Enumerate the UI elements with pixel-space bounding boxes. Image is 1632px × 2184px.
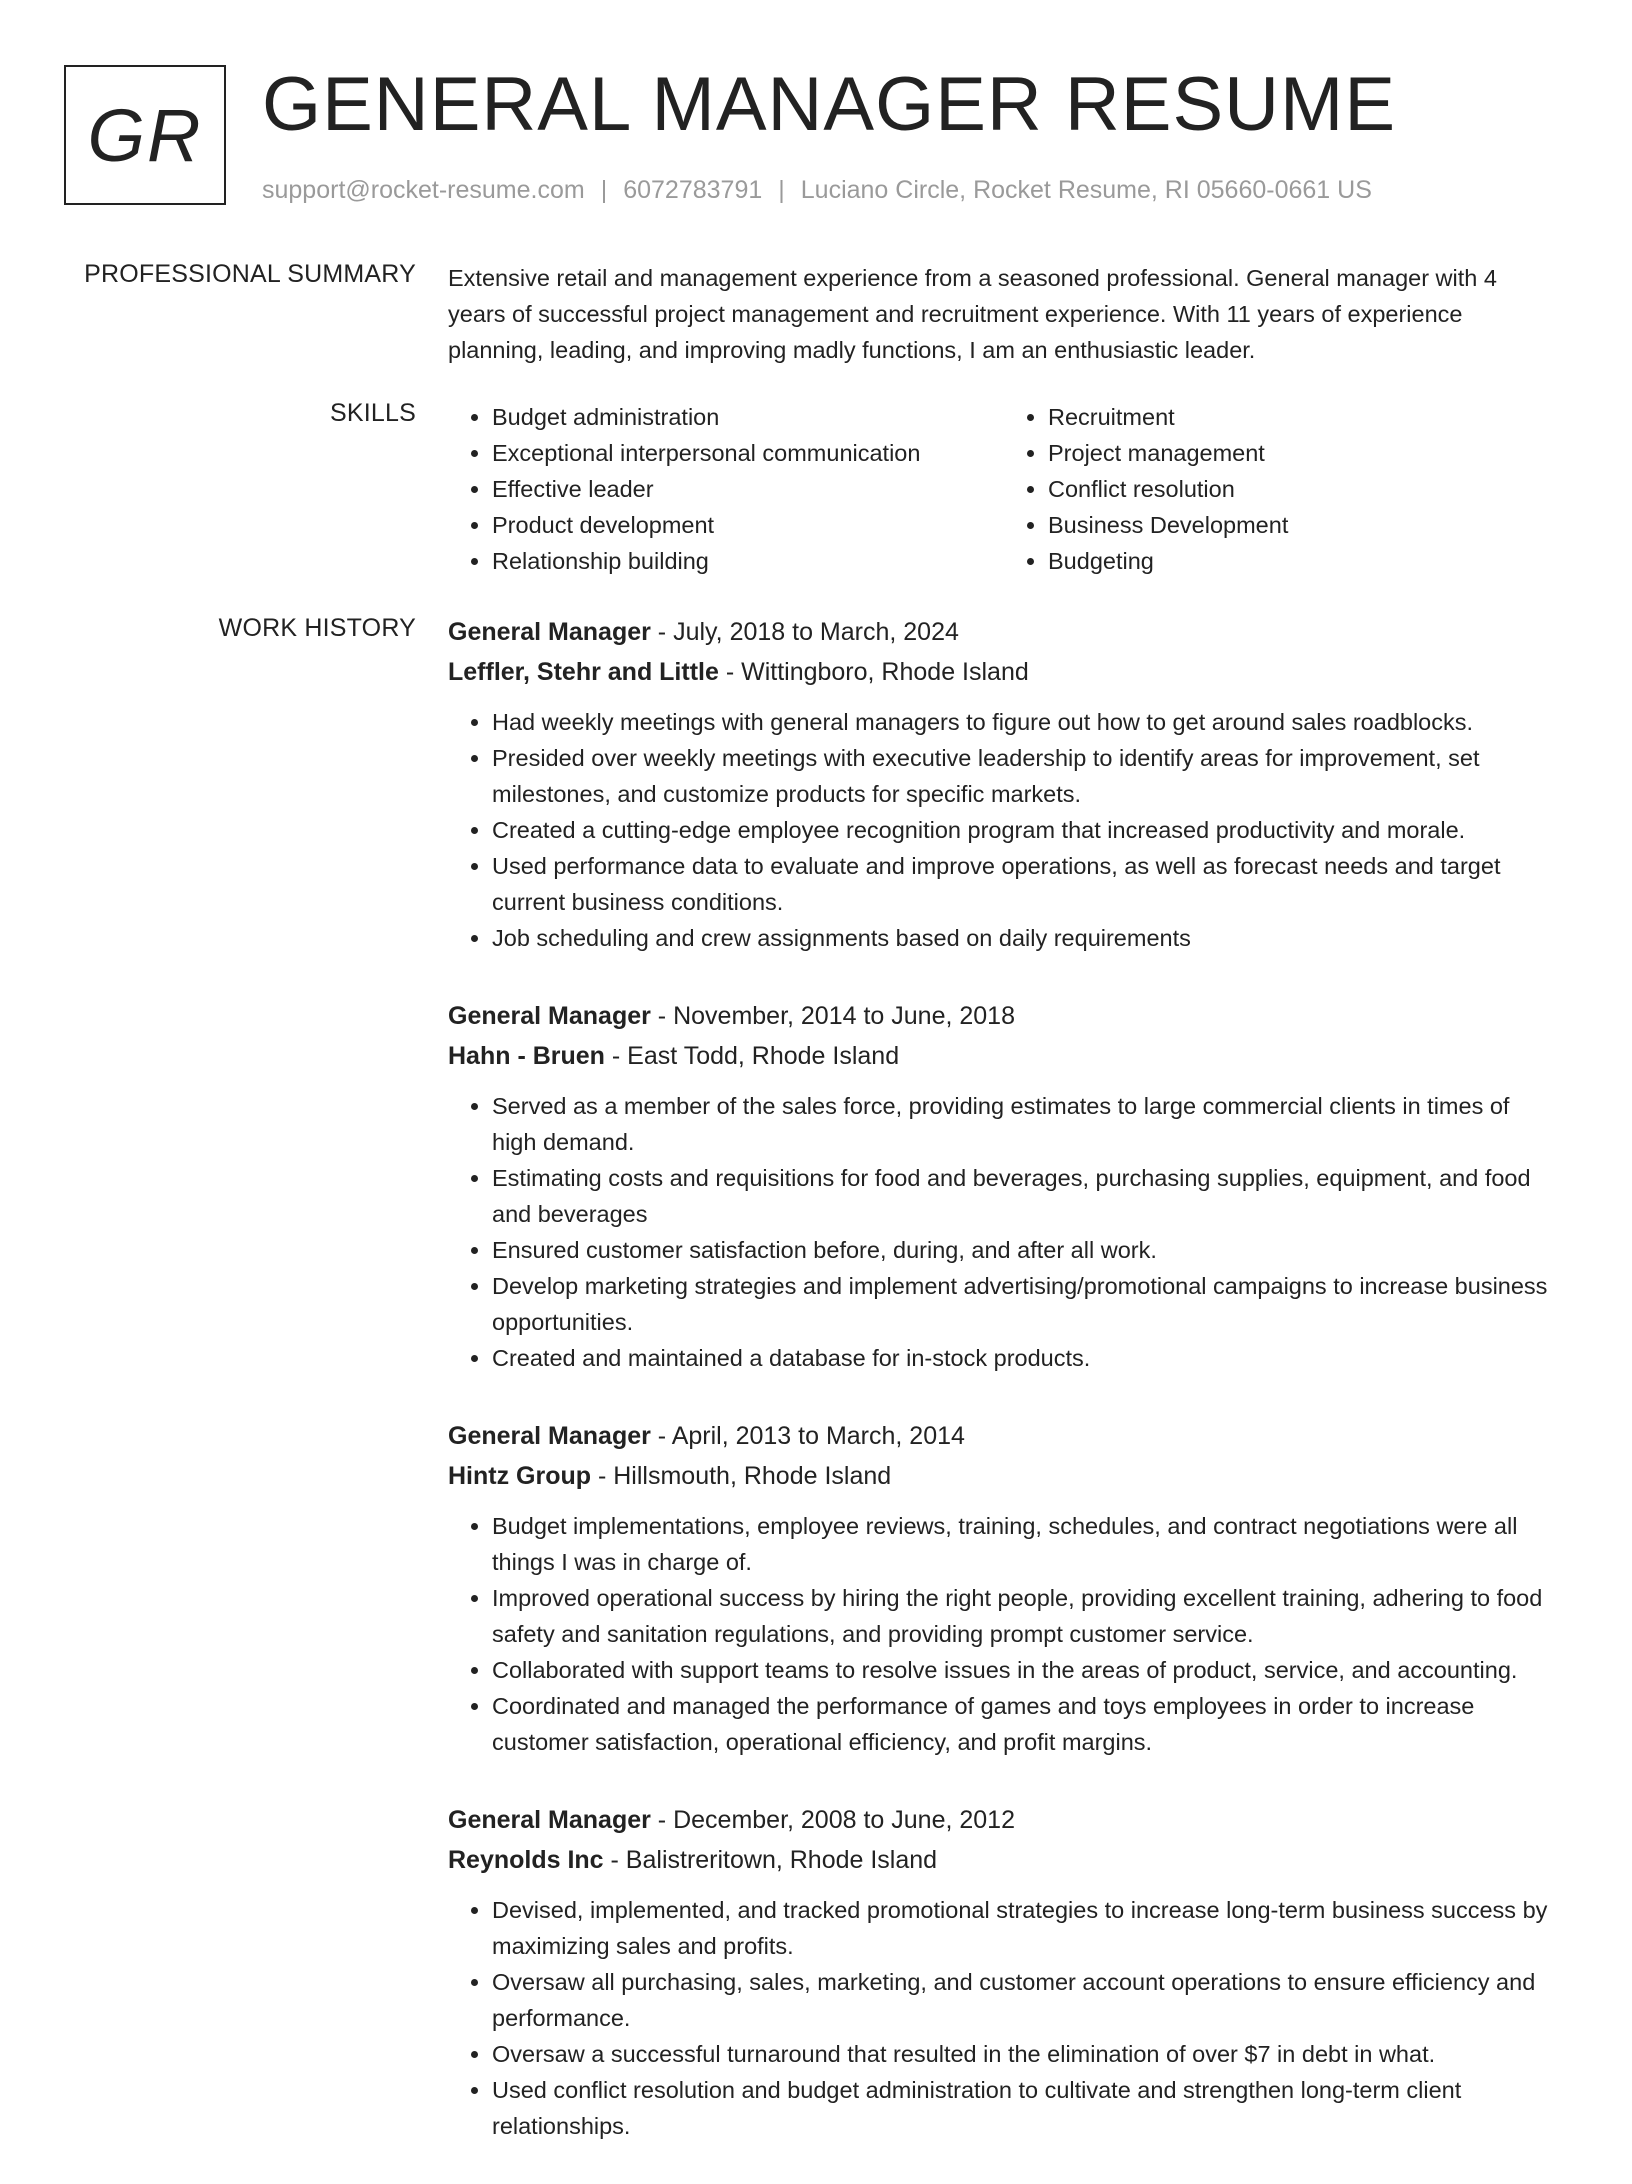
job-title: General Manager: [448, 1806, 651, 1834]
job-bullet: • Created a cutting-edge employee recognition program that increased productivity and morale.: [492, 812, 1560, 848]
job-title: General Manager: [448, 1422, 651, 1450]
job-location: - East Todd, Rhode Island: [604, 1042, 900, 1070]
skill-item: • Product development: [492, 507, 1004, 543]
job-company: Reynolds Inc: [448, 1846, 604, 1874]
job-title: General Manager: [448, 1002, 651, 1030]
summary-heading: PROFESSIONAL SUMMARY: [84, 260, 416, 288]
job-bullet: • Used conflict resolution and budget administration to cultivate and strengthen long-term client relationships.: [492, 2072, 1560, 2144]
contact-line: [262, 176, 1372, 205]
job-company-line: [448, 1840, 1560, 1880]
skill-item: • Budgeting: [1048, 543, 1560, 579]
job-company-line: [448, 1456, 1560, 1496]
job-bullet: • Job scheduling and crew assignments based on daily requirements: [492, 920, 1560, 956]
contact-email[interactable]: support@rocket-resume.com: [262, 176, 585, 204]
monogram-box: GR: [64, 65, 226, 205]
summary-body: [448, 260, 1560, 368]
work-history-body: [448, 612, 1560, 2184]
skills-heading: SKILLS: [330, 399, 416, 427]
skills-body: [448, 399, 1560, 579]
job-company: Hahn - Bruen: [448, 1042, 605, 1070]
job-entry: [448, 996, 1560, 1376]
job-bullets: [448, 704, 1560, 956]
skills-column-left: [448, 399, 1004, 579]
summary-text: Extensive retail and management experience from a seasoned professional. General manager with 4 years of successful project management and recruitment experience. With 11 years of experience planning, leading, and improving madly functions, I am an enthusiastic leader.: [448, 265, 1497, 363]
job-bullet: • Had weekly meetings with general managers to figure out how to get around sales roadblocks.: [492, 704, 1560, 740]
skill-item: • Relationship building: [492, 543, 1004, 579]
job-dates: - November, 2014 to June, 2018: [650, 1002, 1015, 1030]
job-bullet: • Ensured customer satisfaction before, during, and after all work.: [492, 1232, 1560, 1268]
job-title-line: [448, 996, 1560, 1036]
job-bullet: • Devised, implemented, and tracked promotional strategies to increase long-term business success by maximizing sales and profits.: [492, 1892, 1560, 1964]
job-company: Hintz Group: [448, 1462, 592, 1490]
skills-column-right: [1004, 399, 1560, 579]
job-bullet: • Created and maintained a database for in-stock products.: [492, 1340, 1560, 1376]
job-bullet: • Served as a member of the sales force, providing estimates to large commercial clients in times of high demand.: [492, 1088, 1560, 1160]
skill-item: • Conflict resolution: [1048, 471, 1560, 507]
skill-item: • Business Development: [1048, 507, 1560, 543]
job-company-line: [448, 652, 1560, 692]
skill-item: • Budget administration: [492, 399, 1004, 435]
job-dates: - April, 2013 to March, 2014: [650, 1422, 965, 1450]
skill-item: • Effective leader: [492, 471, 1004, 507]
job-bullets: [448, 1088, 1560, 1376]
resume-header: [64, 62, 1564, 215]
job-bullet: • Estimating costs and requisitions for food and beverages, purchasing supplies, equipment, and food and beverages: [492, 1160, 1560, 1232]
job-bullet: • Oversaw all purchasing, sales, marketing, and customer account operations to ensure efficiency and performance.: [492, 1964, 1560, 2036]
job-company-line: [448, 1036, 1560, 1076]
job-location: - Wittingboro, Rhode Island: [718, 658, 1029, 686]
job-company: Leffler, Stehr and Little: [448, 658, 719, 686]
job-bullet: • Improved operational success by hiring the right people, providing excellent training, adhering to food safety and sanitation regulations, and providing prompt customer service.: [492, 1580, 1560, 1652]
job-bullet: • Presided over weekly meetings with executive leadership to identify areas for improvement, set milestones, and customize products for specific markets.: [492, 740, 1560, 812]
job-dates: - December, 2008 to June, 2012: [650, 1806, 1015, 1834]
skill-item: • Recruitment: [1048, 399, 1560, 435]
job-bullet: • Oversaw a successful turnaround that resulted in the elimination of over $7 in debt in what.: [492, 2036, 1560, 2072]
work-history-heading: WORK HISTORY: [218, 614, 416, 642]
job-bullet: • Develop marketing strategies and implement advertising/promotional campaigns to increase business opportunities.: [492, 1268, 1560, 1340]
job-dates: - July, 2018 to March, 2024: [650, 618, 959, 646]
job-entry: [448, 1416, 1560, 1760]
job-bullet: • Coordinated and managed the performance of games and toys employees in order to increase customer satisfaction, operational efficiency, and profit margins.: [492, 1688, 1560, 1760]
skill-item: • Exceptional interpersonal communication: [492, 435, 1004, 471]
skill-item: • Project management: [1048, 435, 1560, 471]
job-location: - Balistreritown, Rhode Island: [603, 1846, 938, 1874]
contact-separator: |: [600, 176, 608, 204]
job-title: General Manager: [448, 618, 651, 646]
contact-phone[interactable]: 6072783791: [623, 176, 763, 204]
contact-address: Luciano Circle, Rocket Resume, RI 05660-0661 US: [800, 176, 1372, 204]
contact-separator: |: [778, 176, 785, 204]
job-location: - Hillsmouth, Rhode Island: [591, 1462, 892, 1490]
job-bullet: • Budget implementations, employee reviews, training, schedules, and contract negotiations were all things I was in charge of.: [492, 1508, 1560, 1580]
job-entry: [448, 1800, 1560, 2144]
job-entry: [448, 612, 1560, 956]
job-bullets: [448, 1892, 1560, 2144]
job-title-line: [448, 612, 1560, 652]
job-title-line: [448, 1416, 1560, 1456]
job-bullets: [448, 1508, 1560, 1760]
job-title-line: [448, 1800, 1560, 1840]
job-bullet: • Collaborated with support teams to resolve issues in the areas of product, service, and accounting.: [492, 1652, 1560, 1688]
resume-title: GENERAL MANAGER RESUME: [262, 62, 1397, 147]
skills-grid: [448, 399, 1560, 579]
job-bullet: • Used performance data to evaluate and improve operations, as well as forecast needs and target current business conditions.: [492, 848, 1560, 920]
